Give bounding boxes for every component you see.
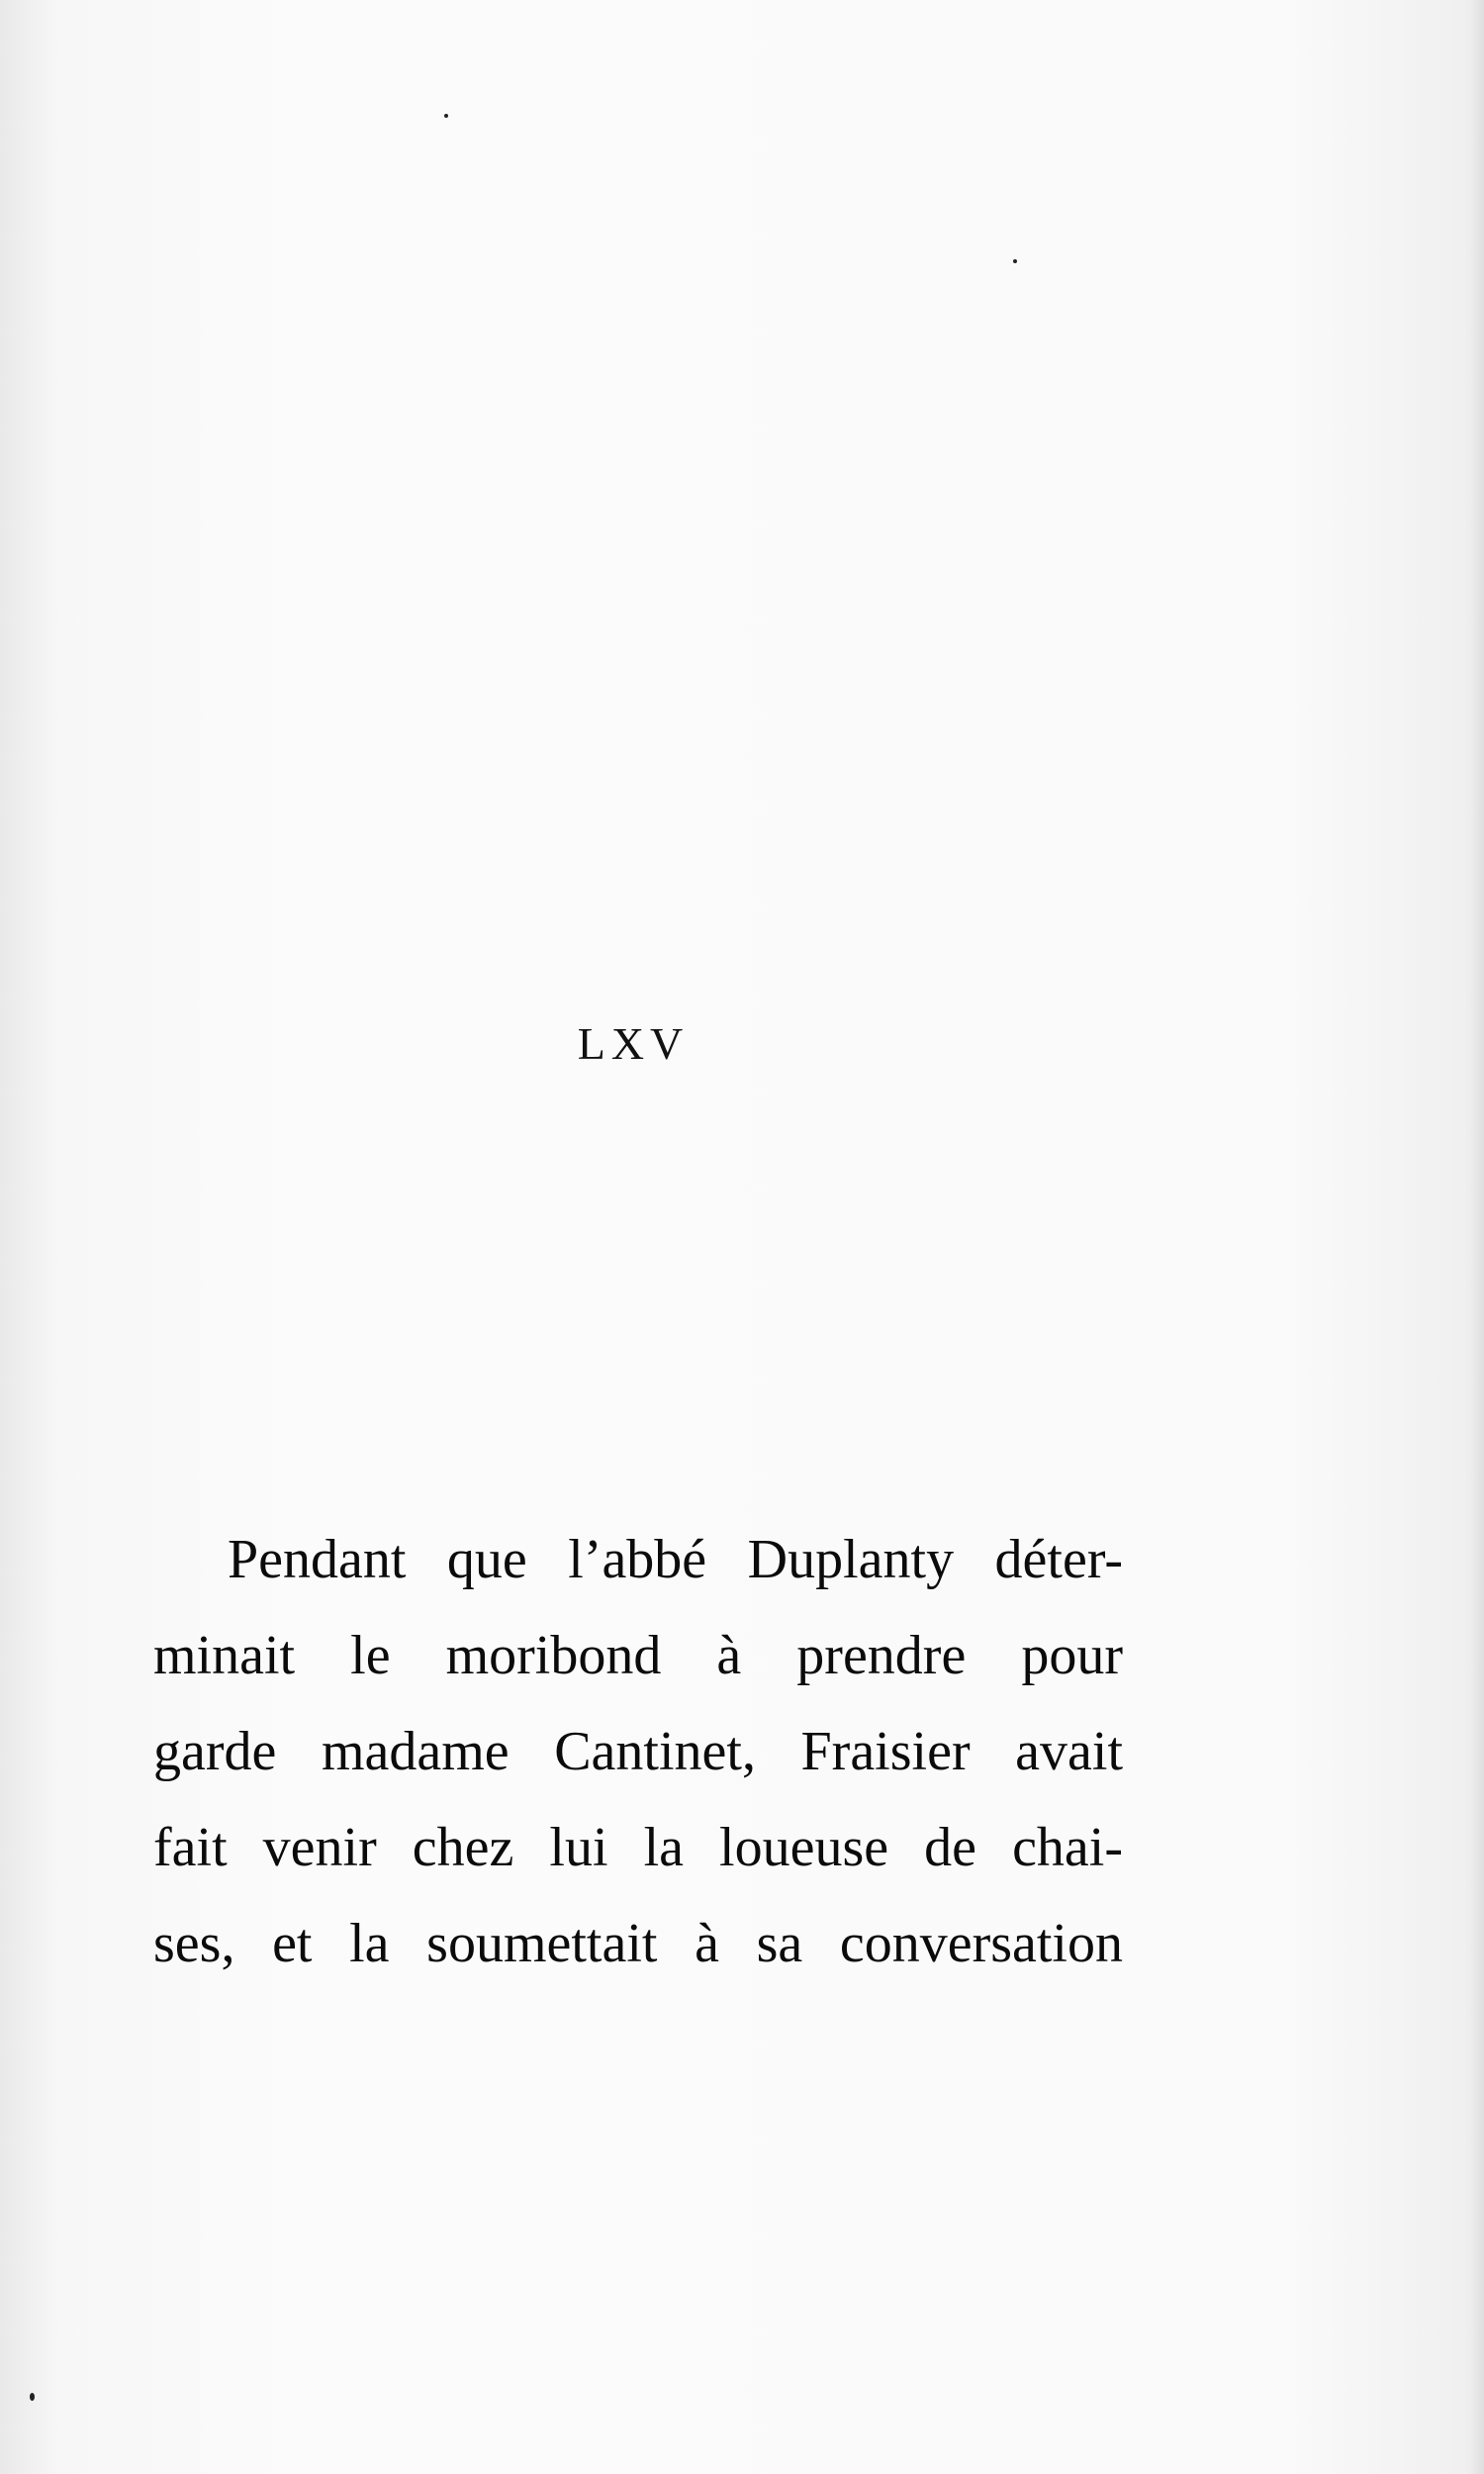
paragraph-line: minait le moribond à prendre pour [153,1625,1123,1686]
ink-speck [444,114,448,118]
ink-speck [1013,259,1017,263]
paragraph-line: Pendant que l’abbé Duplanty déter- [228,1529,1123,1590]
paragraph-line: ses, et la soumettait à sa conversation [153,1913,1123,1974]
ink-speck [30,2393,35,2401]
chapter-heading: LXV [577,1018,690,1069]
page-edge [1472,0,1484,2474]
paragraph-line: garde madame Cantinet, Fraisier avait [153,1721,1123,1782]
body-paragraph [153,1512,1123,1992]
paragraph-line: fait venir chez lui la loueuse de chai- [153,1817,1123,1878]
